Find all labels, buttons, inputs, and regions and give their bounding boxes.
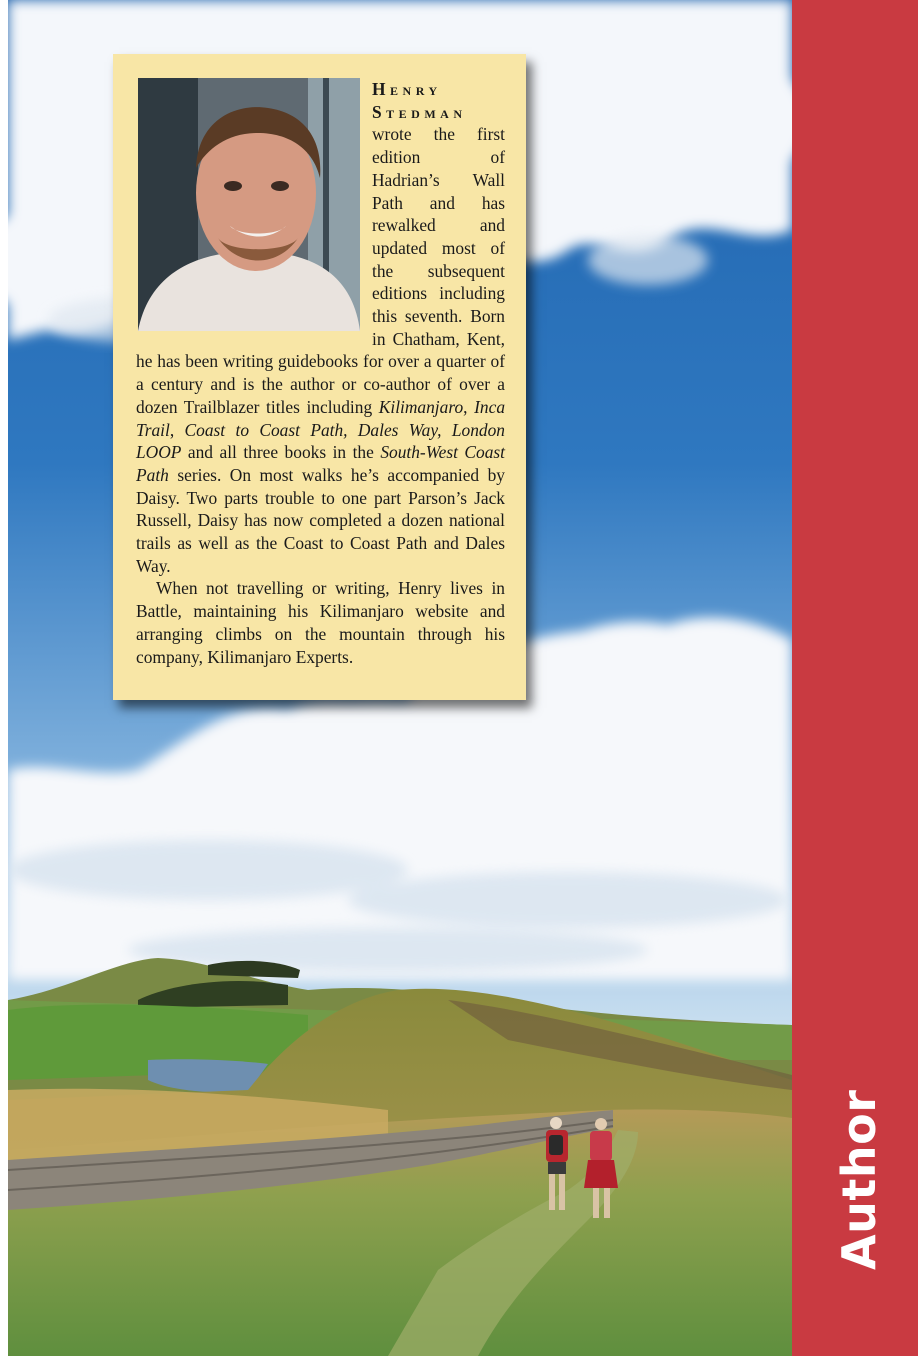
bio-p1-lead: wrote the first edition of Hadrian’s Wall Path and has rewalked and updated most of the subsequent editions including this seventh. Born in Chatham, Kent, he has been writing guidebooks for over a quarter of a century and is the author or co-author of over a dozen Trailblazer titles including bbox=[136, 124, 505, 417]
bio-paragraph-2: When not travelling or writing, Henry lives in Battle, maintaining his Kilimanjaro website and arranging climbs on the mountain through his company, Kilimanjaro Experts. bbox=[136, 578, 505, 667]
title-kilimanjaro: Kilimanjaro bbox=[378, 396, 464, 417]
bio-p1-tail: series. On most walks he’s accompanied by Daisy. Two parts trouble to one part Parson’s Jack Russell, Daisy has now completed a dozen national trails as well as the Coast to Coast Path and Dales Way. bbox=[136, 464, 505, 576]
bio-p1-sep3: and all three books in the bbox=[181, 442, 381, 463]
photo-spacer bbox=[136, 78, 372, 350]
title-inca-trail: Inca Trail bbox=[136, 396, 506, 440]
bio-p1-sep1: , bbox=[463, 396, 475, 417]
title-south-west: South-West Coast Path bbox=[136, 442, 505, 485]
author-name: Henry Stedman bbox=[372, 79, 467, 122]
author-bio-text bbox=[136, 78, 505, 668]
bio-p1-sep2: , bbox=[169, 419, 185, 440]
title-coast-dales-london: Coast to Coast Path, Dales Way, London LOOP bbox=[136, 419, 505, 463]
section-tab-label: Author bbox=[832, 1089, 886, 1270]
